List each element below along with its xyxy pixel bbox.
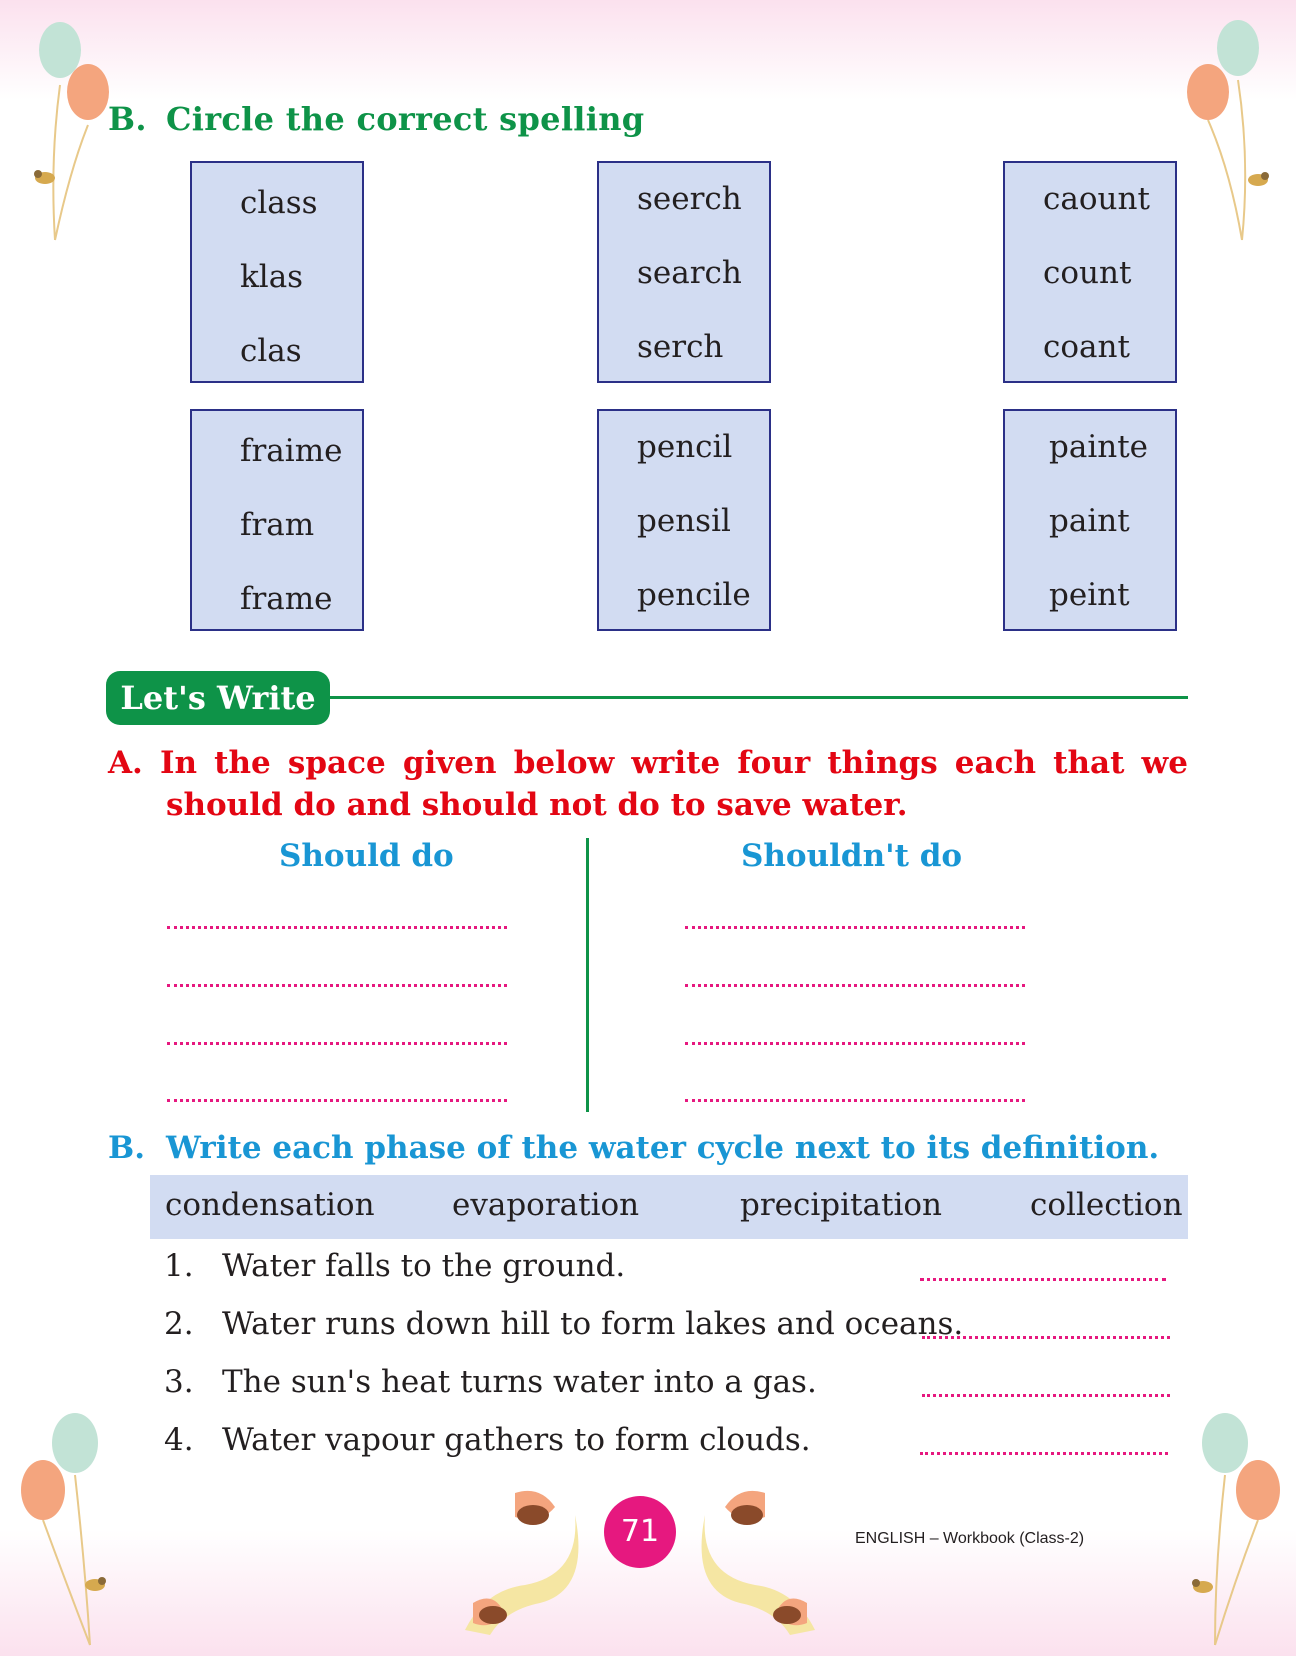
question-line-2: should do and should not do to save water. <box>166 787 908 823</box>
question-word: write <box>631 745 721 781</box>
spelling-box-3 <box>1003 161 1177 383</box>
question-word: space <box>287 745 386 781</box>
lets-write-banner: Let's Write <box>106 671 330 725</box>
spelling-option[interactable]: clas <box>240 333 302 369</box>
spelling-box-6 <box>1003 409 1177 631</box>
spelling-option[interactable]: fraime <box>240 433 343 469</box>
item-number: 2. <box>164 1306 194 1342</box>
word-bank-item: evaporation <box>452 1187 640 1223</box>
balloons-bottom-right-icon <box>1170 1405 1290 1650</box>
spelling-option[interactable]: coant <box>1043 329 1130 365</box>
definition-answer-line-4[interactable] <box>920 1452 1168 1455</box>
should-do-heading: Should do <box>279 838 454 874</box>
word-bank-item: condensation <box>165 1187 375 1223</box>
question-word: below <box>513 745 615 781</box>
spelling-option[interactable]: count <box>1043 255 1132 291</box>
section-letter: A. <box>108 745 143 781</box>
should-do-answer-line-3[interactable] <box>167 1042 507 1045</box>
item-number: 3. <box>164 1364 194 1400</box>
section-letter: B. <box>108 100 147 138</box>
question-word: In <box>159 745 198 781</box>
word-bank-item: collection <box>1030 1187 1183 1223</box>
spelling-option[interactable]: paint <box>1049 503 1130 539</box>
item-text: The sun's heat turns water into a gas. <box>222 1364 817 1400</box>
spelling-box-1 <box>190 161 364 383</box>
spelling-box-5 <box>597 409 771 631</box>
definition-answer-line-1[interactable] <box>920 1278 1166 1281</box>
should-do-answer-line-4[interactable] <box>167 1099 507 1102</box>
question-word: four <box>737 745 811 781</box>
birds-ribbon-left-icon <box>455 1485 585 1635</box>
definition-answer-line-2[interactable] <box>922 1336 1170 1339</box>
question-word: the <box>214 745 271 781</box>
section-title: Circle the correct spelling <box>166 100 645 138</box>
should-do-answer-line-1[interactable] <box>167 926 507 929</box>
shouldnt-do-answer-line-2[interactable] <box>685 984 1025 987</box>
spelling-option[interactable]: fram <box>240 507 315 543</box>
shouldnt-do-heading: Shouldn't do <box>741 838 963 874</box>
definition-item <box>164 1422 811 1458</box>
spelling-option[interactable]: pencil <box>637 429 733 465</box>
column-divider <box>586 838 589 1112</box>
question-word: each <box>954 745 1037 781</box>
should-do-answer-line-2[interactable] <box>167 984 507 987</box>
spelling-box-2 <box>597 161 771 383</box>
definition-item <box>164 1306 963 1342</box>
question-a <box>108 742 1188 826</box>
item-text: Water vapour gathers to form clouds. <box>222 1422 811 1458</box>
question-word: given <box>402 745 497 781</box>
spelling-option[interactable]: class <box>240 185 318 221</box>
page-number: 71 <box>604 1496 676 1568</box>
birds-ribbon-right-icon <box>695 1485 825 1635</box>
word-bank-item: precipitation <box>740 1187 942 1223</box>
item-number: 4. <box>164 1422 194 1458</box>
question-word: that <box>1053 745 1125 781</box>
definition-item <box>164 1248 625 1284</box>
definition-item <box>164 1364 817 1400</box>
shouldnt-do-answer-line-4[interactable] <box>685 1099 1025 1102</box>
question-word: things <box>827 745 938 781</box>
item-number: 1. <box>164 1248 194 1284</box>
book-title: ENGLISH – Workbook (Class-2) <box>855 1530 1085 1547</box>
spelling-option[interactable]: frame <box>240 581 333 617</box>
spelling-box-4 <box>190 409 364 631</box>
section-letter: B. <box>108 1130 145 1166</box>
shouldnt-do-answer-line-1[interactable] <box>685 926 1025 929</box>
definition-answer-line-3[interactable] <box>922 1394 1170 1397</box>
spelling-option[interactable]: klas <box>240 259 304 295</box>
balloons-bottom-left-icon <box>10 1405 130 1650</box>
spelling-option[interactable]: pensil <box>637 503 731 539</box>
water-cycle-heading <box>108 1130 1159 1166</box>
spelling-option[interactable]: serch <box>637 329 724 365</box>
shouldnt-do-answer-line-3[interactable] <box>685 1042 1025 1045</box>
spelling-option[interactable]: caount <box>1043 181 1150 217</box>
spelling-option[interactable]: painte <box>1049 429 1149 465</box>
spelling-option[interactable]: seerch <box>637 181 742 217</box>
item-text: Water runs down hill to form lakes and oceans. <box>222 1306 964 1342</box>
item-text: Water falls to the ground. <box>222 1248 626 1284</box>
word-bank <box>150 1175 1188 1239</box>
spelling-option[interactable]: pencile <box>637 577 751 613</box>
banner-rule <box>328 696 1188 699</box>
spelling-option[interactable]: peint <box>1049 577 1130 613</box>
spelling-option[interactable]: search <box>637 255 742 291</box>
balloons-top-right-icon <box>1170 10 1290 250</box>
section-title: Write each phase of the water cycle next to its definition. <box>166 1130 1160 1166</box>
question-word: we <box>1141 745 1188 781</box>
circle-spelling-heading <box>108 100 644 138</box>
